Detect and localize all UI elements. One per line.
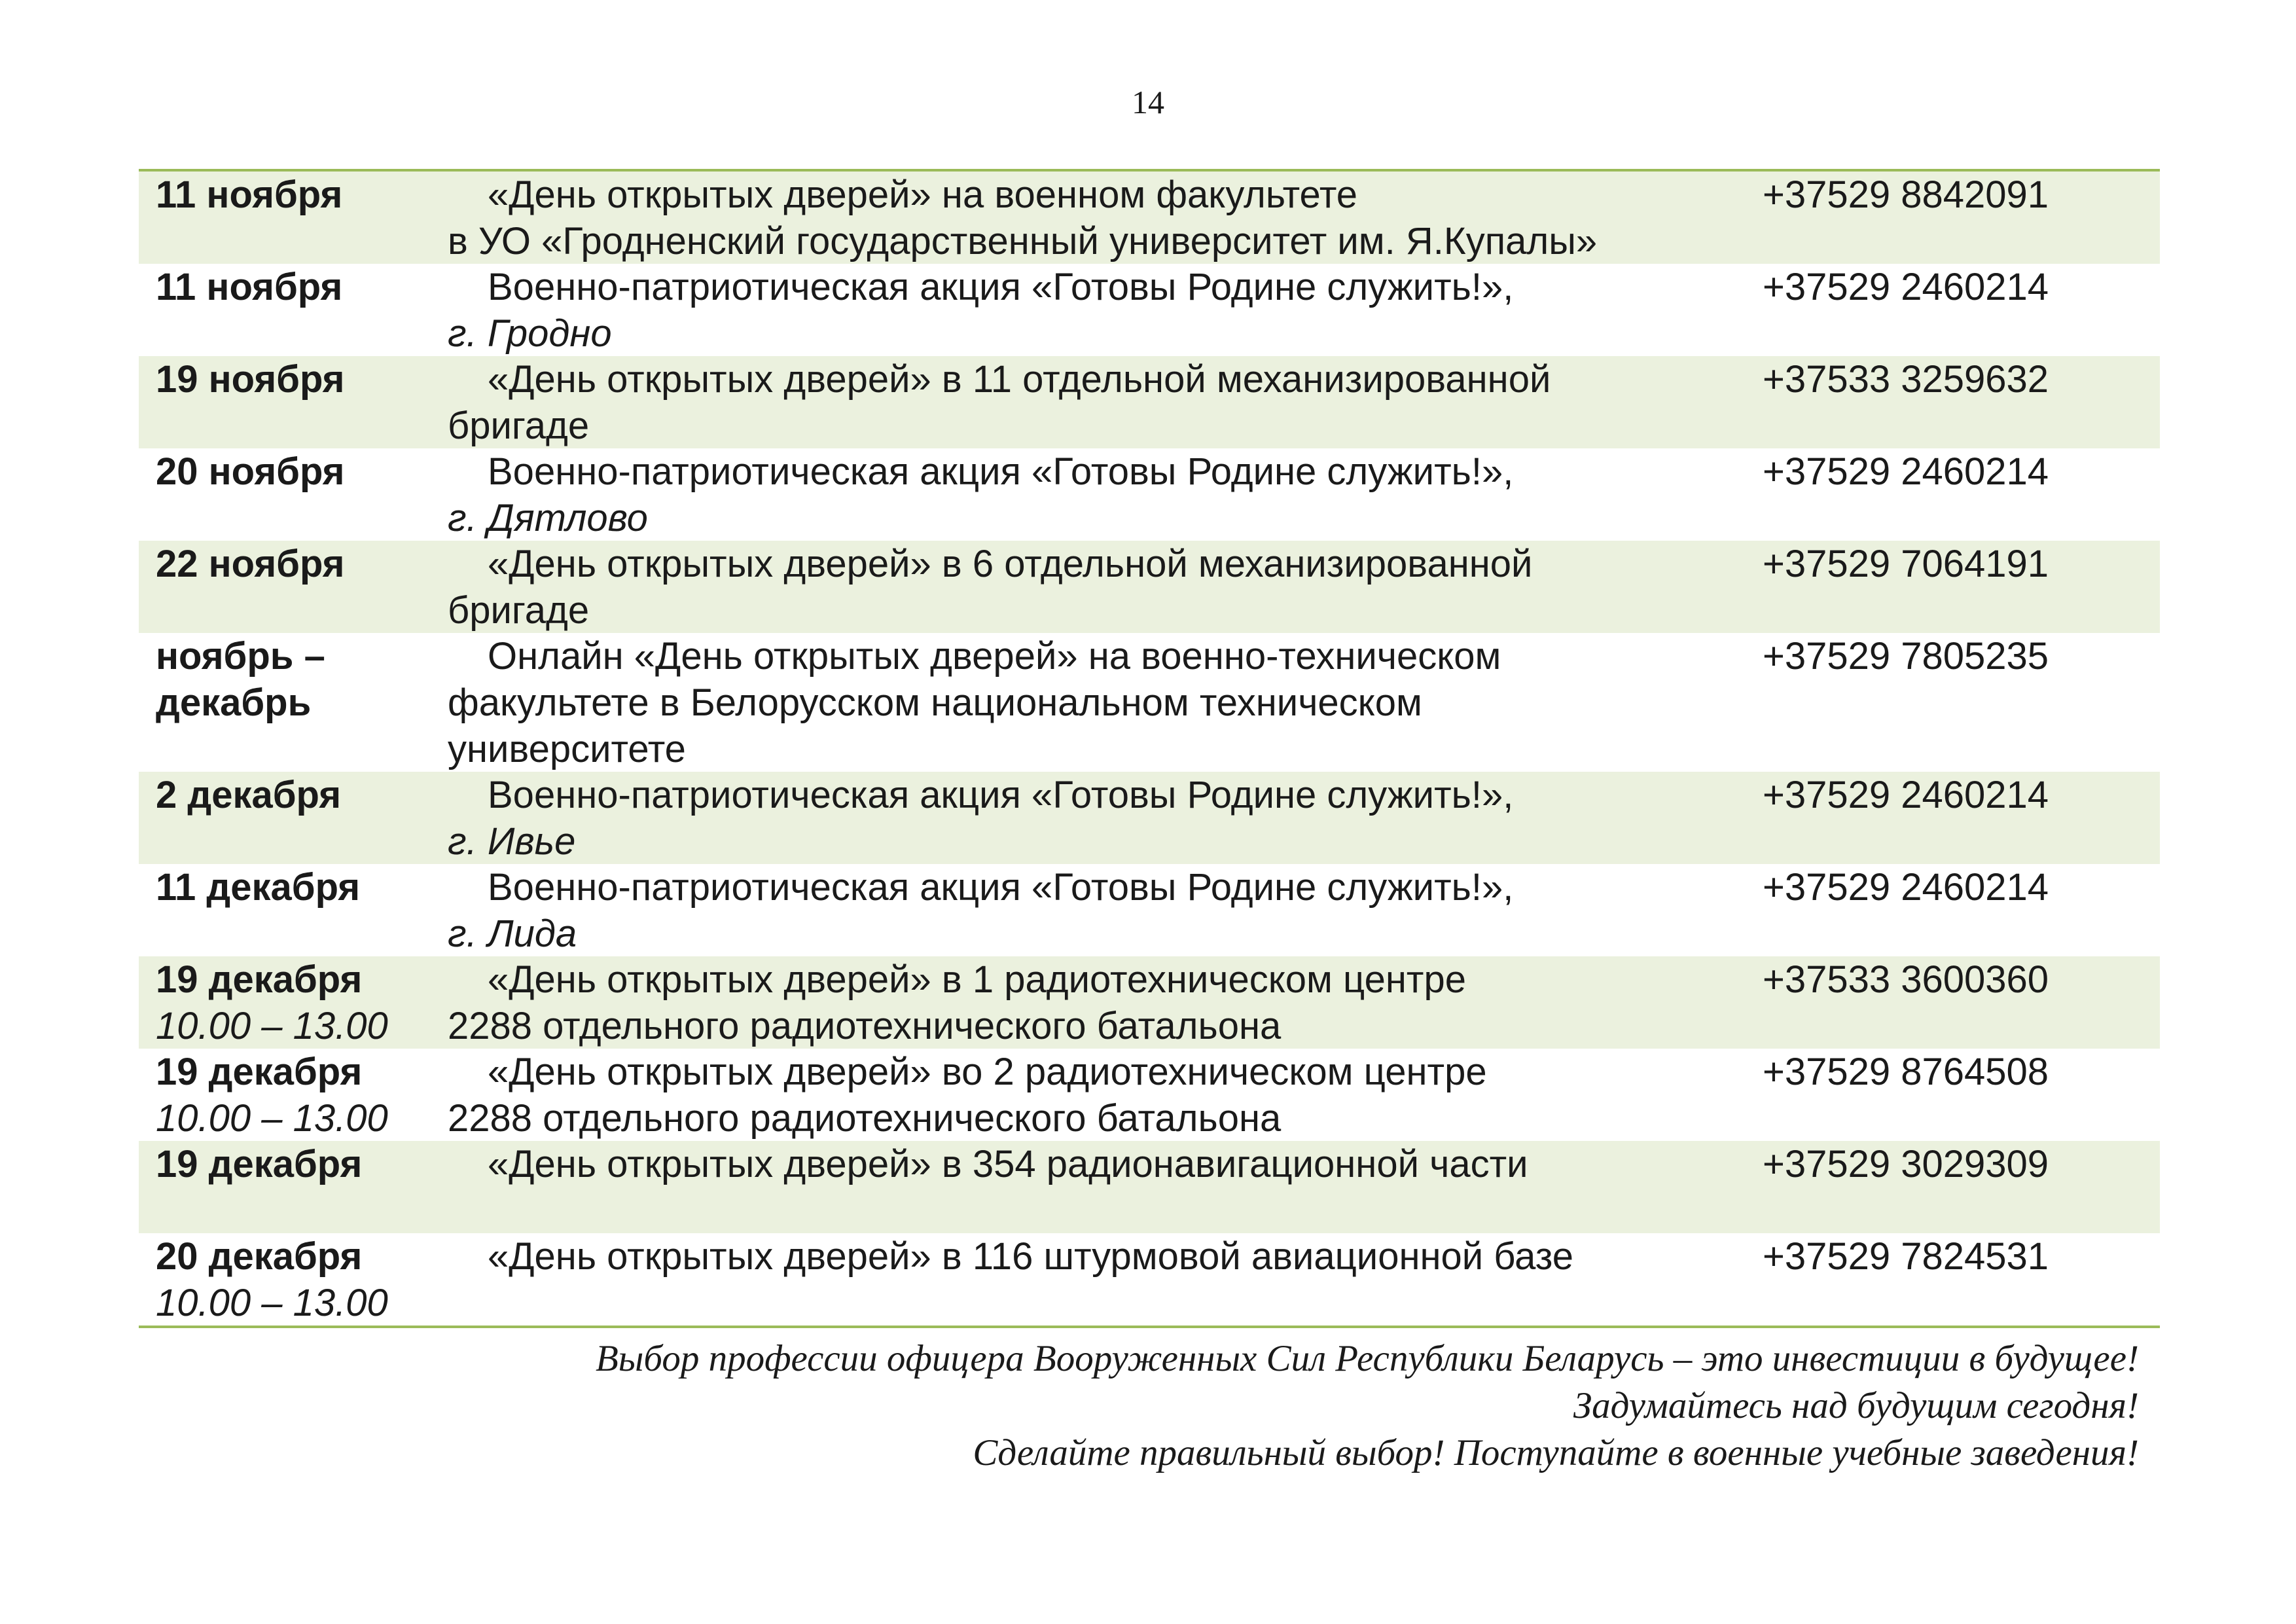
page-number: 14 — [1132, 84, 1164, 120]
contact-phone: +37529 7805235 — [1763, 635, 2049, 677]
event-date — [139, 633, 448, 772]
event-description — [448, 1141, 1763, 1233]
table-row — [139, 1233, 2160, 1326]
date-text: декабрь — [156, 681, 312, 724]
event-description — [448, 1233, 1763, 1326]
event-place: г. Лида — [448, 912, 577, 955]
event-line: «День открытых дверей» в 6 отдельной механизированной — [488, 543, 1533, 585]
event-line: «День открытых дверей» в 11 отдельной механизированной — [488, 358, 1551, 401]
event-date — [139, 864, 448, 956]
event-line: Военно-патриотическая акция «Готовы Родине служить!», — [488, 450, 1514, 493]
event-time: 10.00 – 13.00 — [156, 1282, 388, 1324]
contact-phone: +37529 3029309 — [1763, 1143, 2049, 1185]
event-description — [448, 864, 1763, 956]
event-line: бригаде — [448, 589, 590, 632]
event-description — [448, 448, 1763, 541]
event-time: 10.00 – 13.00 — [156, 1097, 388, 1140]
event-place: г. Дятлово — [448, 497, 648, 539]
date-text: 11 ноября — [156, 266, 343, 308]
contact-phone: +37529 2460214 — [1763, 866, 2049, 909]
event-place: г. Ивье — [448, 820, 576, 863]
event-date — [139, 264, 448, 356]
event-line: «День открытых дверей» на военном факультете — [488, 173, 1357, 216]
event-line: в УО «Гродненский государственный университет им. Я.Купалы» — [448, 220, 1598, 262]
contact-phone: +37533 3259632 — [1763, 358, 2049, 401]
slogan-line: Задумайтесь над будущим сегодня! — [1573, 1385, 2139, 1426]
event-description — [448, 1049, 1763, 1141]
event-date — [139, 448, 448, 541]
event-description — [448, 264, 1763, 356]
event-line: университете — [448, 728, 686, 770]
date-text: 22 ноября — [156, 543, 345, 585]
event-line: 2288 отдельного радиотехнического батальона — [448, 1097, 1282, 1140]
table-row — [139, 541, 2160, 633]
table-row — [139, 264, 2160, 356]
date-text: 11 ноября — [156, 173, 343, 216]
table-row — [139, 171, 2160, 264]
date-text: 19 ноября — [156, 358, 345, 401]
event-date — [139, 1049, 448, 1141]
table-row — [139, 1049, 2160, 1141]
table-row — [139, 1141, 2160, 1233]
event-description — [448, 171, 1763, 264]
event-date — [139, 1233, 448, 1326]
event-description — [448, 541, 1763, 633]
event-line: «День открытых дверей» в 354 радионавигационной части — [488, 1143, 1528, 1185]
date-text: 2 декабря — [156, 774, 342, 816]
event-line: «День открытых дверей» в 116 штурмовой авиационной базе — [488, 1235, 1573, 1278]
events-table — [139, 169, 2160, 1328]
date-text: 20 ноября — [156, 450, 345, 493]
event-line: «День открытых дверей» в 1 радиотехническом центре — [488, 958, 1466, 1001]
event-line: бригаде — [448, 405, 590, 447]
table-row — [139, 633, 2160, 772]
contact-phone: +37529 2460214 — [1763, 266, 2049, 308]
slogan-line: Выбор профессии офицера Вооруженных Сил Республики Беларусь – это инвестиции в будущее! — [595, 1338, 2139, 1379]
event-line: факультете в Белорусском национальном техническом — [448, 681, 1422, 724]
event-date — [139, 541, 448, 633]
event-date — [139, 1141, 448, 1233]
contact-phone: +37533 3600360 — [1763, 958, 2049, 1001]
event-line: Онлайн «День открытых дверей» на военно-техническом — [488, 635, 1501, 677]
event-line: Военно-патриотическая акция «Готовы Родине служить!», — [488, 866, 1514, 909]
contact-phone: +37529 7824531 — [1763, 1235, 2049, 1278]
contact-phone: +37529 2460214 — [1763, 450, 2049, 493]
table-row — [139, 956, 2160, 1049]
event-time: 10.00 – 13.00 — [156, 1005, 388, 1047]
event-description — [448, 772, 1763, 864]
contact-phone: +37529 8842091 — [1763, 173, 2049, 216]
slogan-line: Сделайте правильный выбор! Поступайте в военные учебные заведения! — [973, 1432, 2139, 1473]
event-date — [139, 171, 448, 264]
event-line: Военно-патриотическая акция «Готовы Родине служить!», — [488, 266, 1514, 308]
table-row — [139, 356, 2160, 448]
date-text: ноябрь – — [156, 635, 325, 677]
date-text: 19 декабря — [156, 1051, 363, 1093]
event-description — [448, 956, 1763, 1049]
date-text: 19 декабря — [156, 958, 363, 1001]
table-row — [139, 864, 2160, 956]
event-description — [448, 356, 1763, 448]
event-date — [139, 956, 448, 1049]
event-date — [139, 772, 448, 864]
closing-slogan — [139, 1335, 2139, 1477]
event-place: г. Гродно — [448, 312, 612, 355]
table-row — [139, 448, 2160, 541]
date-text: 20 декабря — [156, 1235, 363, 1278]
event-line: 2288 отдельного радиотехнического батальона — [448, 1005, 1282, 1047]
table-row — [139, 772, 2160, 864]
contact-phone: +37529 2460214 — [1763, 774, 2049, 816]
date-text: 11 декабря — [156, 866, 361, 909]
event-description — [448, 633, 1763, 772]
event-date — [139, 356, 448, 448]
event-line: «День открытых дверей» во 2 радиотехническом центре — [488, 1051, 1487, 1093]
event-line: Военно-патриотическая акция «Готовы Родине служить!», — [488, 774, 1514, 816]
contact-phone: +37529 7064191 — [1763, 543, 2049, 585]
contact-phone: +37529 8764508 — [1763, 1051, 2049, 1093]
date-text: 19 декабря — [156, 1143, 363, 1185]
